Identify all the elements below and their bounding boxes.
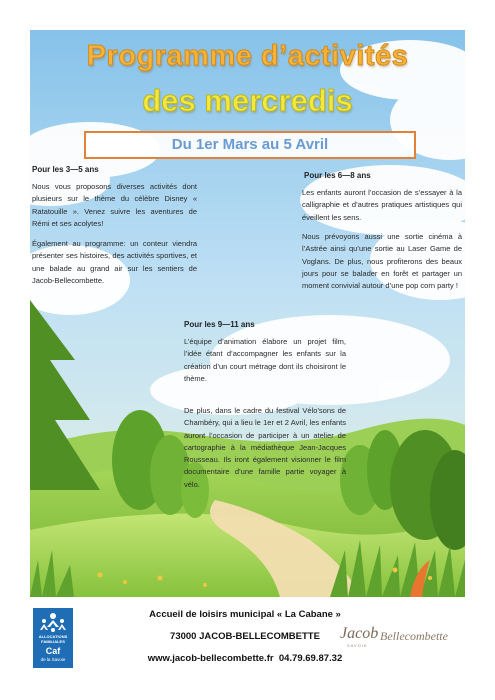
caf-label-line-1: ALLOCATIONS: [38, 634, 68, 639]
section-9-11-paragraph-2: De plus, dans le cadre du festival Vélo’sons de Chambéry, qui a lieu le 1er et 2 Avril, les enfants auront l’occasion de participer à un atelier de cartographie à la médiathèque Jean-Jacques Rousseau. Ils iront également visionner le film documentaire d’une famille partie voyager à vélo.: [184, 406, 346, 489]
title-line-2: des mercredis: [142, 83, 353, 118]
logo-bellecombette-text: Bellecombette: [380, 629, 448, 643]
caf-logo: [33, 608, 73, 668]
caf-region: de la Savoie: [40, 657, 66, 662]
jacob-bellecombette-logo: [340, 625, 470, 657]
logo-savoie-text: SAVOIE: [347, 643, 368, 648]
footer-organisation: Accueil de loisirs municipal « La Cabane »: [149, 609, 341, 620]
family-figures-icon: [37, 612, 69, 634]
caf-name: Caf: [45, 646, 61, 656]
footer-address: 73000 JACOB-BELLECOMBETTE: [170, 631, 320, 642]
section-title-6-8: Pour les 6—8 ans: [304, 171, 371, 180]
footer-phone: 04.79.69.87.32: [278, 653, 343, 664]
caf-label-line-2: FAMILIALES: [41, 639, 65, 644]
poster: [30, 30, 465, 597]
date-range-banner: Du 1er Mars au 5 Avril: [84, 131, 416, 159]
section-6-8-paragraph-2: Nous prévoyons aussi une sortie cinéma à l’Astrée ainsi qu’une sortie au Laser Game de Voglans. De plus, nous profiterons des beaux jours pour se balader en forêt et partager un moment convivial autour d’une pop corn party !: [302, 232, 462, 291]
section-3-5-paragraph-1: Nous vous proposons diverses activités dont plusieurs sur le thème du célèbre Disney « Ratatouille ». Venez suivre les aventures de Rémi et ses acolytes!: [32, 182, 197, 228]
section-3-5-paragraph-2: Également au programme: un conteur viendra présenter ses histoires, des activités sportives, et une balade au grand air sur les sentiers de Jacob-Bellecombette.: [32, 239, 197, 285]
section-9-11-paragraph-1: L’équipe d’animation élabore un projet film, l’idée étant d’accompagner les enfants sur la création d’un court métrage dont ils choisiront le thème.: [184, 337, 346, 383]
section-6-8-paragraph-1: Les enfants auront l’occasion de s’essayer à la calligraphie et d’autres pratiques artistiques qui éveillent les sens.: [302, 188, 462, 222]
section-title-9-11: Pour les 9—11 ans: [184, 320, 255, 329]
title-line-1: Programme d’activités: [86, 40, 409, 72]
section-title-3-5: Pour les 3—5 ans: [32, 165, 99, 174]
footer-website[interactable]: www.jacob-bellecombette.fr: [147, 653, 274, 664]
logo-jacob-text: Jacob: [340, 625, 379, 642]
